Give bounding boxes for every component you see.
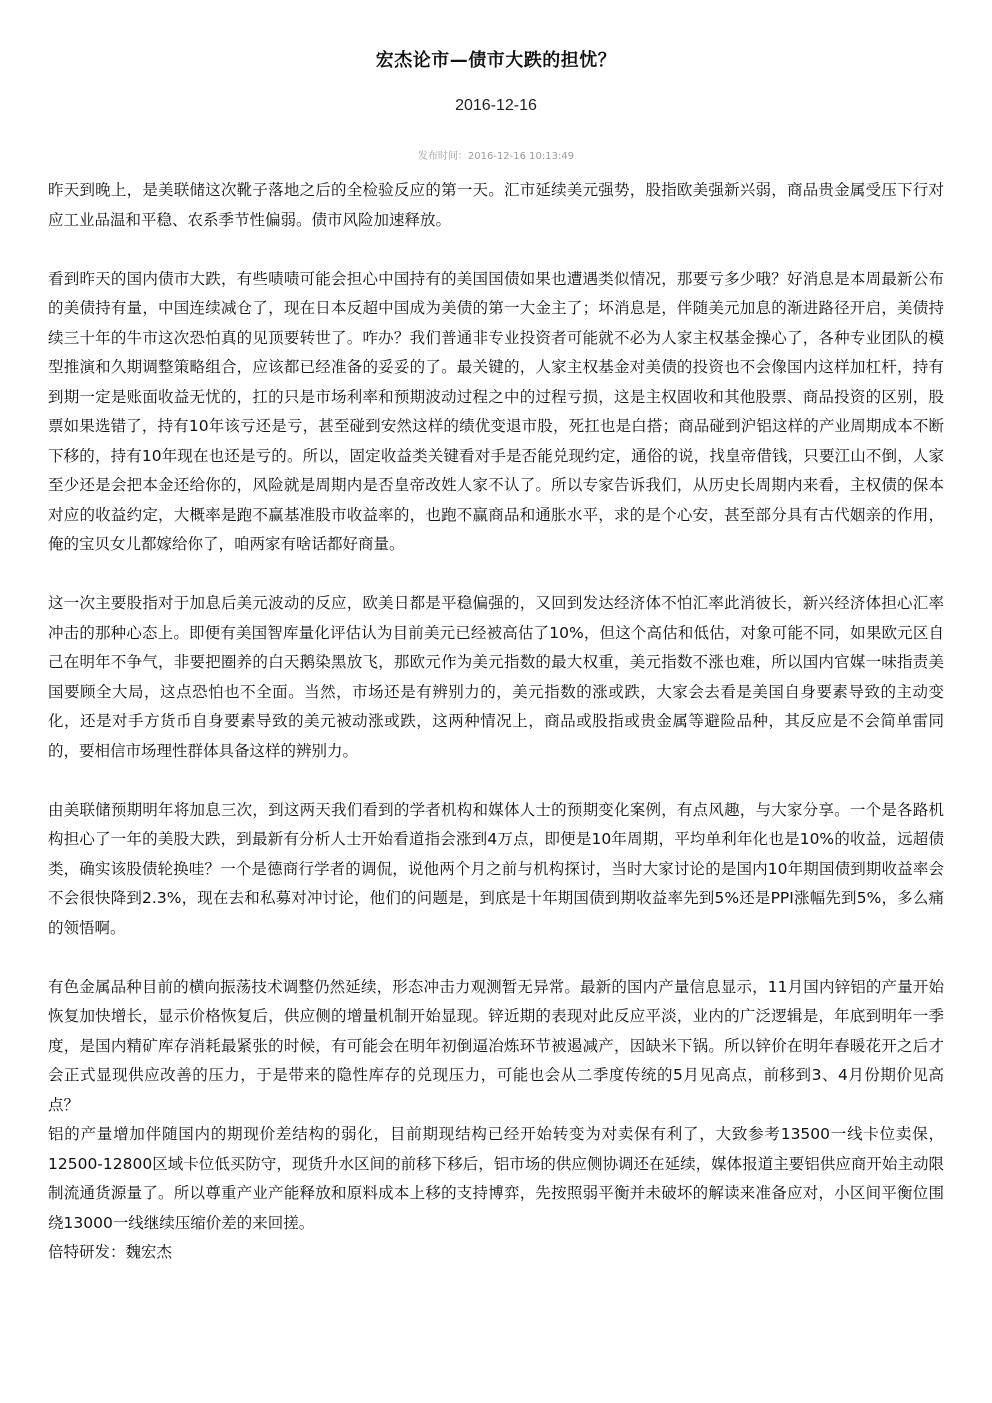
paragraph-2: 看到昨天的国内债市大跌，有些啧啧可能会担心中国持有的美国国债如果也遭遇类似情况，那要亏多少哦？好消息是本周最新公布的美债持有量，中国连续减仓了，现在日本反超中国成为美债的第一大金主了；坏消息是，伴随美元加息的渐进路径开启，美债持续三十年的牛市这次恐怕真的见顶要转世了。咋办？我们普通非专业投资者可能就不必为人家主权基金操心了，各种专业团队的模型推演和久期调整策略组合，应该都已经准备的妥妥的了。最关键的，人家主权基金对美债的投资也不会像国内这样加杠杆，持有到期一定是账面收益无忧的，扛的只是市场利率和预期波动过程之中的过程亏损，这是主权固收和其他股票、商品投资的区别，股票如果选错了，持有10年该亏还是亏，甚至碰到安然这样的绩优变退市股，死扛也是白搭；商品碰到沪铝这样的产业周期成本不断下移的，持有10年现在也还是亏的。所以，固定收益类关键看对手是否能兑现约定，通俗的说，找皇帝借钱，只要江山不倒，人家至少还是会把本金还给你的，风险就是周期内是否皇帝改姓人家不认了。所以专家告诉我们，从历史长周期内来看，主权债的保本对应的收益约定，大概率是跑不赢基准股市收益率的，也跑不赢商品和通胀水平，求的是个心安，甚至部分具有古代姻亲的作用，俺的宝贝女儿都嫁给你了，咱两家有啥话都好商量。 xyxy=(48,269,944,553)
paragraph-6: 铝的产量增加伴随国内的期现价差结构的弱化，目前期现结构已经开始转变为对卖保有利了，大致参考13500一线卡位卖保，12500-12800区域卡位低买防守，现货升水区间的前移下移后，铝市场的供应侧协调还在延续，媒体报道主要铝供应商开始主动限制流通货源量了。所以尊重产业产能释放和原料成本上移的支持博弈，先按照弱平衡并未破坏的解读来准备应对，小区间平衡位围绕13000一线继续压缩价差的来回搓。 xyxy=(48,1125,944,1232)
publish-time: 发布时间：2016-12-16 10:13:49 xyxy=(417,151,575,162)
article-title: 宏杰论市—债市大跌的担忧？ xyxy=(375,50,617,71)
article-body xyxy=(48,176,944,1268)
article-date: 2016-12-16 xyxy=(455,97,537,114)
paragraph-4: 由美联储预期明年将加息三次，到这两天我们看到的学者机构和媒体人士的预期变化案例，有点风趣，与大家分享。一个是各路机构担心了一年的美股大跌，到最新有分析人士开始看道指会涨到4万点，即便是10年周期，平均单利年化也是10%的收益，远超债类，确实该股债轮换哇？一个是德商行学者的调侃，说他两个月之前与机构探讨，当时大家讨论的是国内10年期国债到期收益率会不会很快降到2.3%，现在去和私募对冲讨论，他们的问题是，到底是十年期国债到期收益率先到5%还是PPI涨幅先到5%，多么痛的领悟啊。 xyxy=(48,800,944,937)
paragraph-3: 这一次主要股指对于加息后美元波动的反应，欧美日都是平稳偏强的，又回到发达经济体不怕汇率此消彼长，新兴经济体担心汇率冲击的那种心态上。即便有美国智库量化评估认为目前美元已经被高估了10%，但这个高估和低估，对象可能不同，如果欧元区自己在明年不争气，非要把圈养的白天鹅染黑放飞，那欧元作为美元指数的最大权重，美元指数不涨也难，所以国内官媒一味指责美国要顾全大局，这点恐怕也不全面。当然，市场还是有辨别力的，美元指数的涨或跌，大家会去看是美国自身要素导致的主动变化，还是对手方货币自身要素导致的美元被动涨或跌，这两种情况上，商品或股指或贵金属等避险品种，其反应是不会简单雷同的，要相信市场理性群体具备这样的辨别力。 xyxy=(48,594,944,760)
paragraph-5: 有色金属品种目前的横向振荡技术调整仍然延续，形态冲击力观测暂无异常。最新的国内产量信息显示，11月国内锌铝的产量开始恢复加快增长，显示价格恢复后，供应侧的增量机制开始显现。锌近期的表现对此反应平淡，业内的广泛逻辑是，年底到明年一季度，是国内精矿库存消耗最紧张的时候，有可能会在明年初倒逼冶炼环节被遏减产，因缺米下锅。所以锌价在明年春暖花开之后才会正式显现供应改善的压力，于是带来的隐性库存的兑现压力，可能也会从二季度传统的5月见高点，前移到3、4月份期价见高点？ xyxy=(48,977,944,1114)
author-line: 倍特研发：魏宏杰 xyxy=(48,1243,173,1261)
paragraph-1: 昨天到晚上，是美联储这次靴子落地之后的全检验反应的第一天。汇市延续美元强势，股指欧美强新兴弱，商品贵金属受压下行对应工业品温和平稳、农系季节性偏弱。债市风险加速释放。 xyxy=(48,181,944,229)
